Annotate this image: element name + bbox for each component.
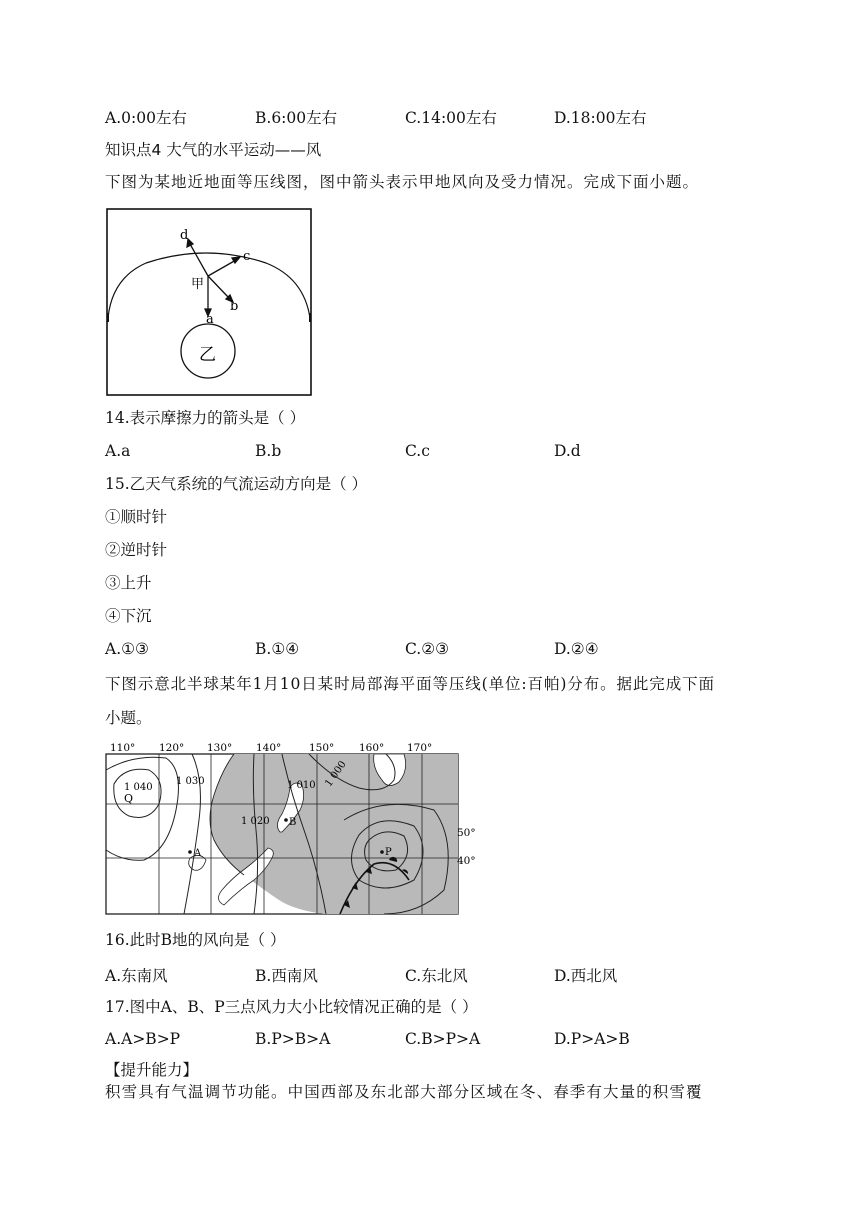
q15-option-a: A.①③ <box>105 640 149 658</box>
intro-text-2-line-1: 下图示意北半球某年1月10日某时局部海平面等压线(单位:百帕)分布。据此完成下面 <box>105 675 715 693</box>
q14-option-d: D.d <box>554 442 581 460</box>
lon-label-130: 130° <box>207 742 233 754</box>
isobar-label-1040: 1 040 <box>124 782 153 793</box>
intro-text-2-line-2: 小题。 <box>105 709 152 727</box>
label-yi: 乙 <box>199 345 216 365</box>
knowledge-point-heading: 知识点4 大气的水平运动——风 <box>105 141 322 159</box>
paragraph-snow: 积雪具有气温调节功能。中国西部及东北部大部分区域在冬、春季有大量的积雪覆 <box>105 1083 703 1101</box>
figure-isobar-diagram <box>106 208 312 396</box>
q17-option-b: B.P>B>A <box>255 1030 331 1048</box>
lon-label-140: 140° <box>256 742 282 754</box>
q15-option-d: D.②④ <box>554 640 599 658</box>
q15-item-4: ④下沉 <box>105 607 152 625</box>
label-c: c <box>243 249 251 264</box>
q17-option-a: A.A>B>P <box>105 1030 181 1048</box>
q13-option-b: B.6:00左右 <box>255 109 338 127</box>
isobar-label-1010: 1 010 <box>287 780 316 791</box>
q15-item-2: ②逆时针 <box>105 541 168 559</box>
label-d: d <box>180 228 189 243</box>
section-title: 【提升能力】 <box>105 1061 199 1079</box>
q16-option-d: D.西北风 <box>554 967 618 985</box>
q14-option-b: B.b <box>255 442 282 460</box>
q16-option-c: C.东北风 <box>405 967 468 985</box>
lon-label-110: 110° <box>110 742 136 754</box>
lon-label-150: 150° <box>309 742 335 754</box>
lat-label-50: 50° <box>457 827 476 839</box>
isobar-label-1000: 1 000 <box>323 759 349 789</box>
q15-item-3: ③上升 <box>105 574 152 592</box>
figure-pressure-map <box>104 740 476 918</box>
point-b: B <box>289 817 297 828</box>
lon-label-170: 170° <box>407 742 433 754</box>
isobar-label-1030: 1 030 <box>176 776 205 787</box>
q16-stem: 16.此时B地的风向是（ ） <box>105 931 286 949</box>
q14-option-a: A.a <box>105 442 131 460</box>
q15-item-1: ①顺时针 <box>105 508 168 526</box>
q15-stem: 15.乙天气系统的气流运动方向是（ ） <box>105 475 368 493</box>
q14-option-c: C.c <box>405 442 430 460</box>
label-jia: 甲 <box>191 277 205 292</box>
q13-option-a: A.0:00左右 <box>105 109 187 127</box>
lon-label-160: 160° <box>359 742 385 754</box>
q16-option-b: B.西南风 <box>255 967 318 985</box>
q14-stem: 14.表示摩擦力的箭头是（ ） <box>105 409 306 427</box>
q13-option-d: D.18:00左右 <box>554 109 647 127</box>
q17-stem: 17.图中A、B、P三点风力大小比较情况正确的是（ ） <box>105 998 478 1016</box>
intro-text-1: 下图为某地近地面等压线图，图中箭头表示甲地风向及受力情况。完成下面小题。 <box>105 173 700 191</box>
q13-option-c: C.14:00左右 <box>405 109 497 127</box>
q15-option-b: B.①④ <box>255 640 300 658</box>
q16-option-a: A.东南风 <box>105 967 168 985</box>
isobar-label-1020: 1 020 <box>241 816 270 827</box>
q15-option-c: C.②③ <box>405 640 450 658</box>
point-a: A <box>194 848 202 859</box>
label-b: b <box>230 299 239 314</box>
point-q: Q <box>124 792 134 805</box>
label-a: a <box>206 312 214 327</box>
point-p: P <box>385 847 392 858</box>
q17-option-d: D.P>A>B <box>554 1030 630 1048</box>
lat-label-40: 40° <box>457 855 476 867</box>
lon-label-120: 120° <box>159 742 185 754</box>
q17-option-c: C.B>P>A <box>405 1030 481 1048</box>
